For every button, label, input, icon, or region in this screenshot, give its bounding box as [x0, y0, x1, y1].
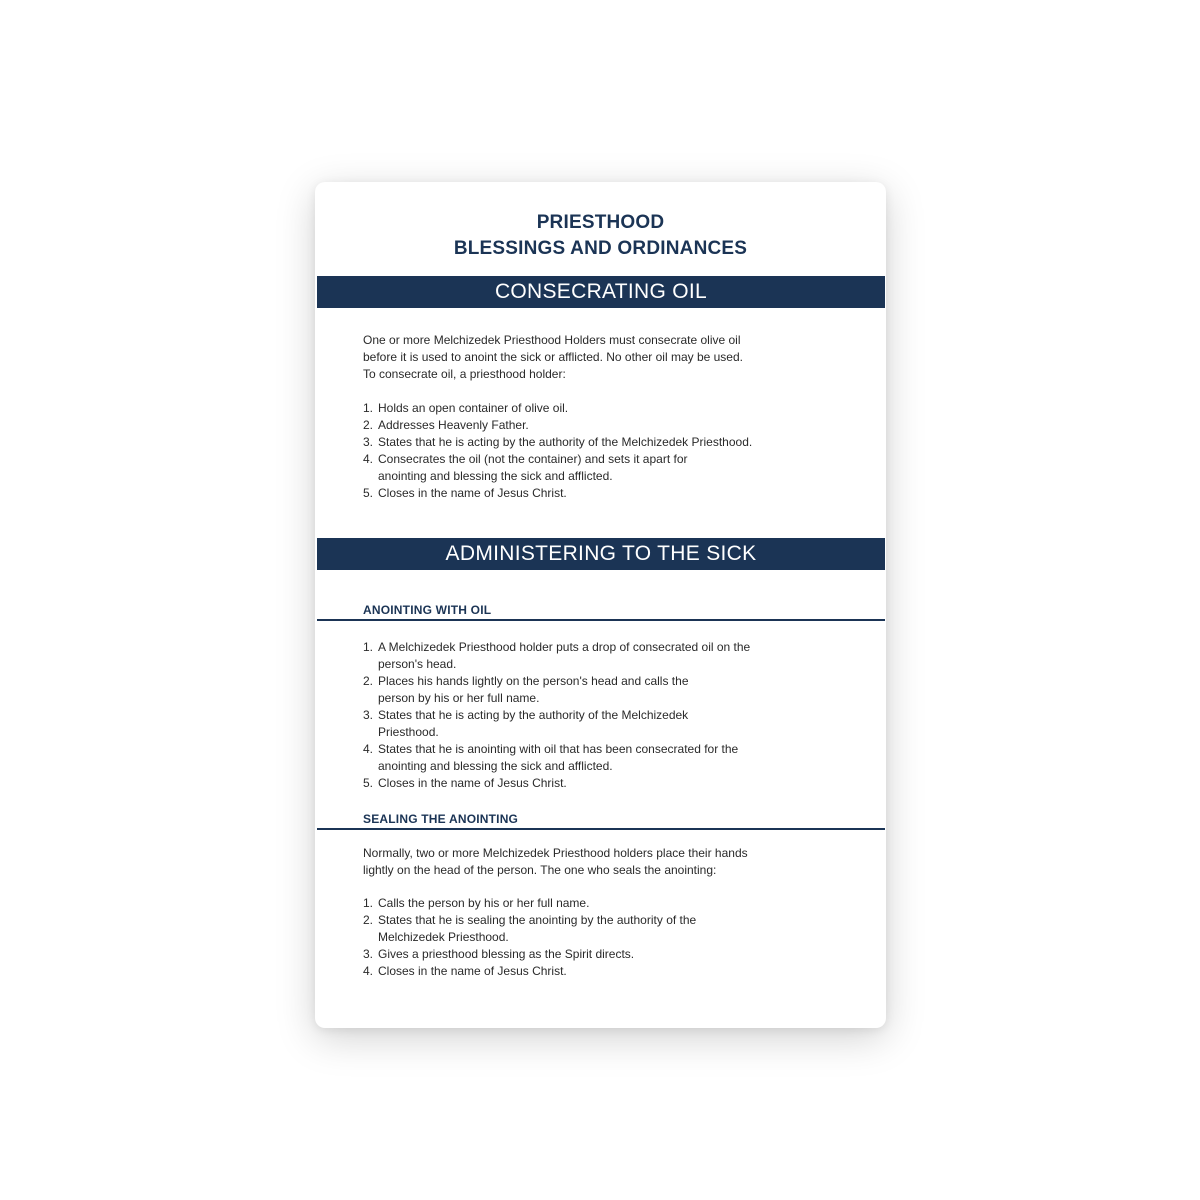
- list-item: [363, 912, 843, 946]
- list-item-text: Calls the person by his or her full name.: [378, 896, 590, 910]
- consecrating-intro-line: before it is used to anoint the sick or afflicted. No other oil may be used.: [363, 350, 743, 364]
- consecrating-intro-line: One or more Melchizedek Priesthood Holders must consecrate olive oil: [363, 333, 741, 347]
- list-item-number: 4.: [363, 742, 374, 756]
- list-item-number: 5.: [363, 486, 374, 500]
- list-item-number: 1.: [363, 401, 374, 415]
- list-item: [363, 434, 843, 451]
- list-item-number: 3.: [363, 708, 374, 722]
- list-item-number: 2.: [363, 674, 374, 688]
- list-item-number: 4.: [363, 452, 374, 466]
- list-item-text: anointing and blessing the sick and afflicted.: [378, 759, 613, 773]
- list-item: [363, 639, 843, 673]
- list-item-text: States that he is sealing the anointing by the authority of the: [378, 913, 697, 927]
- list-item-text: person's head.: [378, 657, 457, 671]
- list-item-text: Addresses Heavenly Father.: [378, 418, 529, 432]
- list-item-text: Places his hands lightly on the person's head and calls the: [378, 674, 689, 688]
- list-item: [363, 451, 843, 485]
- anointing-steps: [363, 639, 843, 792]
- list-item: [363, 400, 843, 417]
- list-item-text: States that he is acting by the authority of the Melchizedek: [378, 708, 689, 722]
- list-item-number: 1.: [363, 896, 374, 910]
- list-item: [363, 485, 843, 502]
- consecrating-intro: [363, 332, 843, 383]
- sealing-divider: [317, 828, 885, 830]
- list-item-text: Closes in the name of Jesus Christ.: [378, 776, 567, 790]
- list-item-text: A Melchizedek Priesthood holder puts a drop of consecrated oil on the: [378, 640, 751, 654]
- list-item-text: person by his or her full name.: [378, 691, 540, 705]
- list-item-number: 2.: [363, 418, 374, 432]
- list-item-text: Priesthood.: [378, 725, 439, 739]
- list-item-text: Holds an open container of olive oil.: [378, 401, 569, 415]
- list-item-text: Melchizedek Priesthood.: [378, 930, 509, 944]
- list-item: [363, 673, 843, 707]
- list-item-text: Consecrates the oil (not the container) and sets it apart for: [378, 452, 688, 466]
- list-item: [363, 946, 843, 963]
- sealing-intro-line: lightly on the head of the person. The one who seals the anointing:: [363, 863, 717, 877]
- sealing-intro-line: Normally, two or more Melchizedek Priesthood holders place their hands: [363, 846, 748, 860]
- list-item-number: 5.: [363, 776, 374, 790]
- list-item-text: Closes in the name of Jesus Christ.: [378, 486, 567, 500]
- list-item-number: 4.: [363, 964, 374, 978]
- list-item-text: anointing and blessing the sick and afflicted.: [378, 469, 613, 483]
- list-item: [363, 741, 843, 775]
- list-item-text: States that he is anointing with oil that has been consecrated for the: [378, 742, 739, 756]
- list-item-text: Closes in the name of Jesus Christ.: [378, 964, 567, 978]
- list-item-number: 2.: [363, 913, 374, 927]
- list-item: [363, 895, 843, 912]
- card-title: [315, 210, 886, 262]
- list-item: [363, 417, 843, 434]
- list-item: [363, 963, 843, 980]
- blessings-card: [315, 182, 886, 1028]
- anointing-subheading: ANOINTING WITH OIL: [363, 603, 492, 617]
- card-title-line2: BLESSINGS AND ORDINANCES: [453, 238, 748, 259]
- sealing-intro: [363, 845, 843, 879]
- consecrating-intro-line: To consecrate oil, a priesthood holder:: [363, 367, 566, 381]
- list-item-number: 3.: [363, 947, 374, 961]
- anointing-divider: [317, 619, 885, 621]
- consecrating-oil-banner: CONSECRATING OIL: [317, 276, 885, 308]
- sealing-steps: [363, 895, 843, 980]
- card-title-line1: PRIESTHOOD: [536, 212, 665, 233]
- list-item-text: Gives a priesthood blessing as the Spirit directs.: [378, 947, 635, 961]
- sealing-subheading: SEALING THE ANOINTING: [363, 812, 519, 826]
- list-item-number: 1.: [363, 640, 374, 654]
- consecrating-steps: [363, 400, 843, 502]
- list-item-text: States that he is acting by the authority of the Melchizedek Priesthood.: [378, 435, 753, 449]
- list-item-number: 3.: [363, 435, 374, 449]
- administering-sick-banner: ADMINISTERING TO THE SICK: [317, 538, 885, 570]
- list-item: [363, 775, 843, 792]
- list-item: [363, 707, 843, 741]
